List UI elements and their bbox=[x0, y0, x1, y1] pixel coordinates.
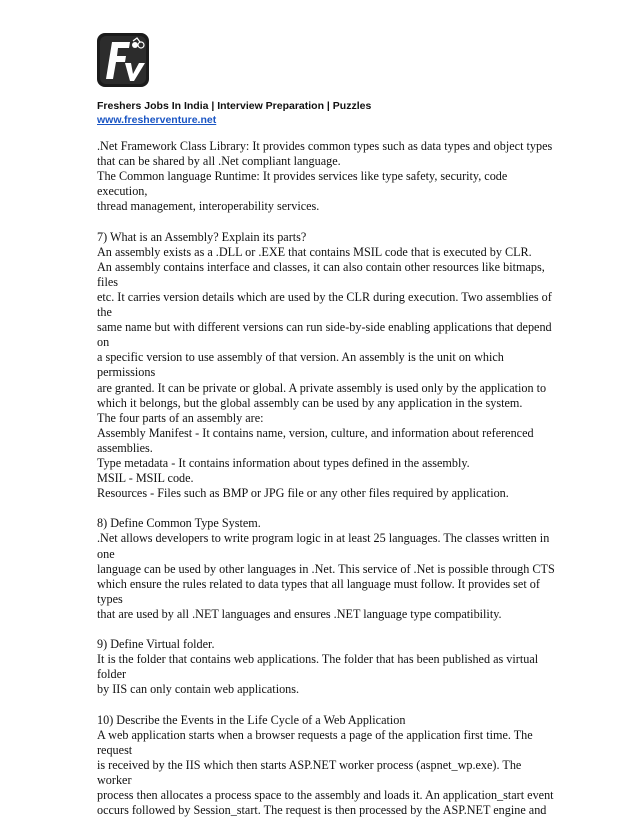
text-line: 10) Describe the Events in the Life Cycle of a Web Application bbox=[97, 712, 406, 727]
text-line: An assembly contains interface and classes, it can also contain other resources like bitmaps, bbox=[97, 259, 545, 274]
text-line: 9) Define Virtual folder. bbox=[97, 637, 215, 652]
document-body bbox=[97, 139, 555, 818]
text-line: It is the folder that contains web applications. The folder that has been published as virtual bbox=[97, 652, 539, 667]
text-line: is received by the IIS which then starts ASP.NET worker process (aspnet_wp.exe). The bbox=[97, 757, 522, 772]
fv-logo-icon bbox=[97, 33, 149, 87]
text-line: are granted. It can be private or global. A private assembly is used only by the application to bbox=[97, 380, 547, 395]
text-line: thread management, interoperability services. bbox=[97, 199, 320, 214]
text-line: the bbox=[97, 305, 112, 320]
text-line: request bbox=[97, 742, 133, 757]
text-line: process then allocates a process space to the assembly and loads it. An application_start event bbox=[97, 788, 554, 803]
text-line: on bbox=[97, 335, 110, 350]
text-line: 8) Define Common Type System. bbox=[97, 516, 261, 531]
text-line: Assembly Manifest - It contains name, version, culture, and information about referenced bbox=[97, 425, 534, 440]
text-line: worker bbox=[97, 772, 132, 787]
text-line: assemblies. bbox=[97, 440, 153, 455]
text-line: .Net allows developers to write program logic in at least 25 languages. The classes written in bbox=[97, 531, 550, 546]
text-line: The Common language Runtime: It provides services like type safety, security, code bbox=[97, 169, 508, 184]
text-line: occurs followed by Session_start. The request is then processed by the ASP.NET engine and bbox=[97, 803, 547, 818]
paragraph-spacer bbox=[97, 697, 547, 712]
paragraph-spacer bbox=[97, 501, 547, 516]
text-line: same name but with different versions can run side-by-side enabling applications that depend bbox=[97, 320, 552, 335]
fresherventure-logo bbox=[97, 33, 149, 87]
text-line: folder bbox=[97, 667, 127, 682]
text-line: a specific version to use assembly of that version. An assembly is the unit on which bbox=[97, 350, 504, 365]
text-line: by IIS can only contain web applications. bbox=[97, 682, 300, 697]
text-line: Resources - Files such as BMP or JPG file or any other files required by application. bbox=[97, 486, 509, 501]
text-line: .Net Framework Class Library: It provides common types such as data types and object types bbox=[97, 139, 553, 153]
text-line: one bbox=[97, 546, 115, 561]
text-line: MSIL - MSIL code. bbox=[97, 471, 194, 486]
text-line: An assembly exists as a .DLL or .EXE that contains MSIL code that is executed by CLR. bbox=[97, 244, 532, 259]
text-line: language can be used by other languages in .Net. This service of .Net is possible through CTS bbox=[97, 561, 555, 576]
text-line: files bbox=[97, 274, 118, 289]
text-line: that can be shared by all .Net compliant language. bbox=[97, 154, 341, 169]
text-line: which it belongs, but the global assembly can be used by any application in the system. bbox=[97, 395, 523, 410]
text-line: types bbox=[97, 591, 123, 606]
text-line: which ensure the rules related to data types that all language must follow. It provides set of bbox=[97, 576, 540, 591]
site-tagline: Freshers Jobs In India | Interview Preparation | Puzzles bbox=[97, 100, 372, 112]
text-line: permissions bbox=[97, 365, 156, 380]
paragraph-spacer bbox=[97, 214, 547, 229]
paragraph-spacer bbox=[97, 622, 547, 637]
site-link[interactable]: www.fresherventure.net bbox=[97, 114, 217, 126]
text-line: The four parts of an assembly are: bbox=[97, 410, 264, 425]
text-line: execution, bbox=[97, 184, 148, 199]
text-line: A web application starts when a browser requests a page of the application first time. The bbox=[97, 727, 533, 742]
text-line: Type metadata - It contains information about types defined in the assembly. bbox=[97, 455, 470, 470]
text-line: that are used by all .NET languages and ensures .NET language type compatibility. bbox=[97, 606, 502, 621]
text-line: 7) What is an Assembly? Explain its parts? bbox=[97, 229, 307, 244]
text-line: etc. It carries version details which are used by the CLR during execution. Two assemblies of bbox=[97, 289, 552, 304]
